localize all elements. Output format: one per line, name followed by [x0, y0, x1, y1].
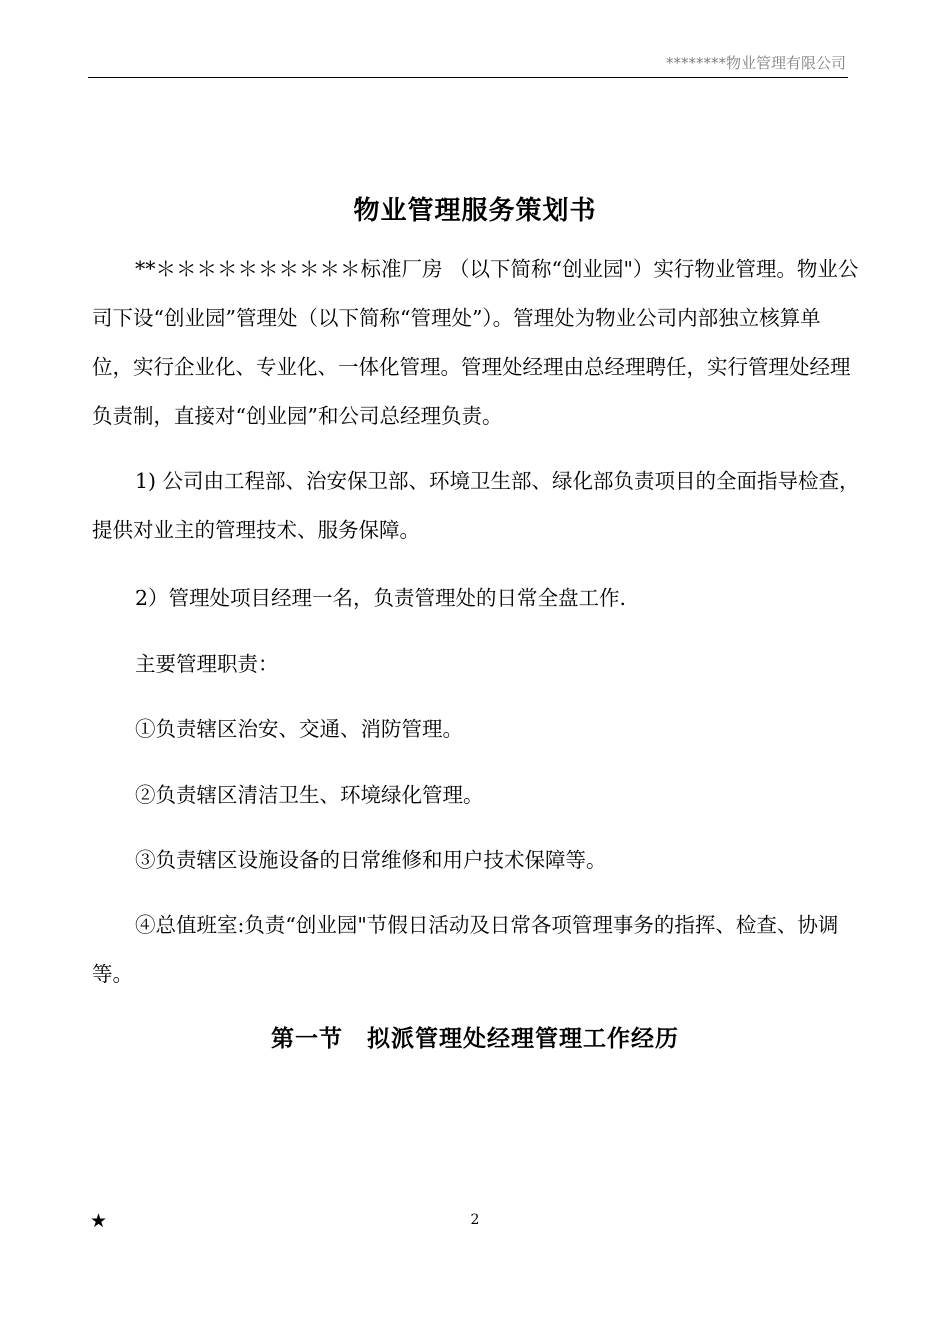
- header-divider: [88, 77, 848, 78]
- star-icon: ★: [90, 1210, 108, 1232]
- duties-heading: 主要管理职责：: [135, 652, 279, 676]
- header-company-name: ********物业管理有限公司: [665, 54, 846, 72]
- document-title: 物业管理服务策划书: [353, 196, 597, 226]
- page-number: 2: [470, 1212, 480, 1228]
- intro-paragraph: **＊＊＊＊＊＊＊＊＊＊标准厂房 （以下简称“创业园"）实行物业管理。物业公司下设“创业园”管理处（以下简称“管理处”）。管理处为物业公司内部独立核算单位，实行企业化、专业化、一体化管理。管理处经理由总经理聘任，实行管理处经理负责制，直接对“创业园”和公司总经理负责。: [92, 257, 859, 428]
- duty-item-3: ③负责辖区设施设备的日常维修和用户技术保障等。: [135, 848, 607, 872]
- duty-item-1: ①负责辖区治安、交通、消防管理。: [135, 717, 463, 741]
- item-1-paragraph: 1) 公司由工程部、治安保卫部、环境卫生部、绿化部负责项目的全面指导检查，提供对业主的管理技术、服务保障。: [92, 469, 860, 542]
- duty-item-2: ②负责辖区清洁卫生、环境绿化管理。: [135, 783, 484, 807]
- section-heading: 第一节 拟派管理处经理管理工作经历: [271, 1026, 679, 1052]
- duty-item-4: ④总值班室:负责“创业园"节假日活动及日常各项管理事务的指挥、检查、协调等。: [92, 913, 839, 986]
- item-2-paragraph: 2）管理处项目经理一名，负责管理处的日常全盘工作.: [135, 586, 627, 610]
